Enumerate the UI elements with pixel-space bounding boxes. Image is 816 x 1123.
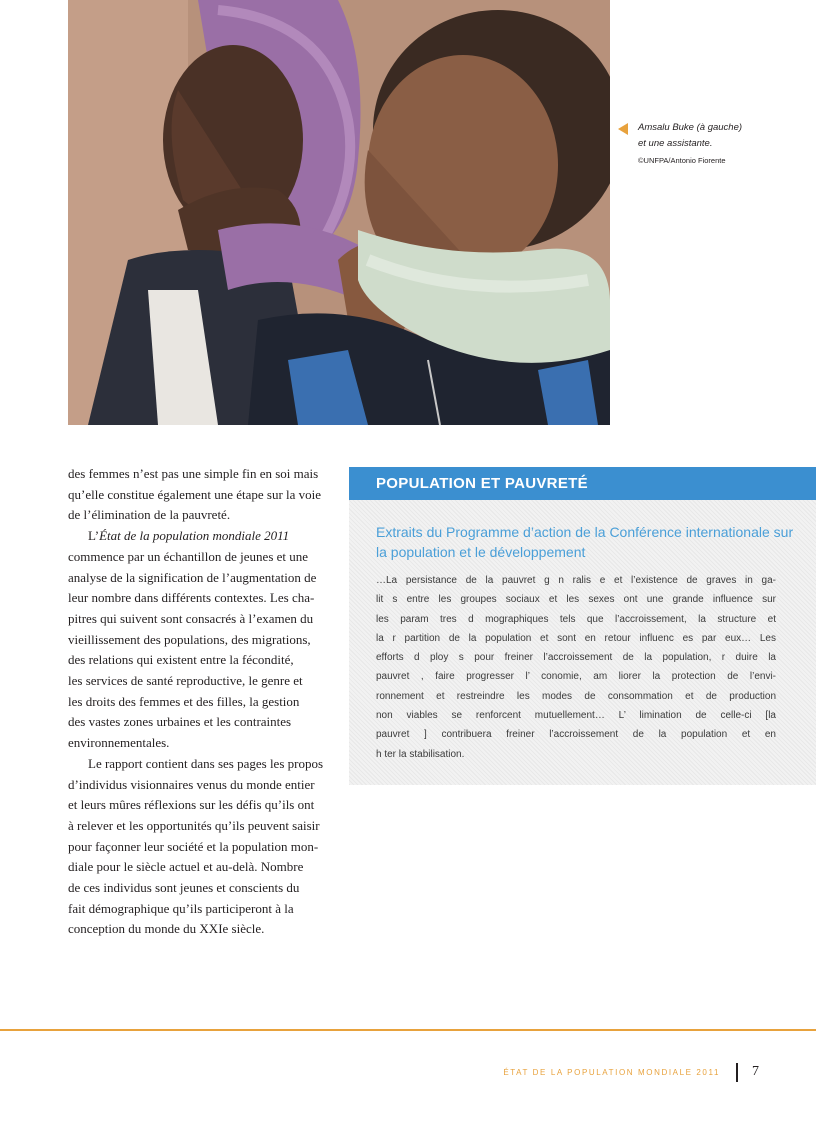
photo-illustration bbox=[68, 0, 610, 425]
sidebar-line: la r partition de la population et sont en retour influenc es par eux… Les bbox=[376, 632, 776, 644]
body-line: les services de santé reproductive, le genre et bbox=[68, 673, 303, 689]
body-line: des vastes zones urbaines et les contraintes bbox=[68, 714, 292, 730]
body-line: diale pour le siècle actuel et au-delà. Nombre bbox=[68, 859, 304, 875]
caption-text: Amsalu Buke (à gauche) et une assistante. bbox=[638, 122, 743, 149]
body-line: vieillissement des populations, des migrations, bbox=[68, 631, 311, 647]
footer-rule bbox=[0, 1029, 816, 1031]
report-title: État de la population mondiale 2011 bbox=[99, 528, 290, 544]
sidebar-line: les param tres d mographiques tels que l’accroissement, la structure et bbox=[376, 613, 776, 625]
sidebar-line: non viables se renforcent mutuellement… L’ limination de celle-ci [la bbox=[376, 710, 776, 722]
body-line: des femmes n’est pas une simple fin en soi mais bbox=[68, 466, 319, 481]
sidebar-line: pauvret , faire progresser l’ conomie, am liorer la protection de l’envi- bbox=[376, 671, 776, 683]
body-line: les droits des femmes et des filles, la gestion bbox=[68, 693, 300, 709]
sidebar-title: POPULATION ET PAUVRETÉ bbox=[349, 467, 816, 500]
sidebar-box bbox=[349, 467, 816, 785]
body-line bbox=[68, 526, 343, 547]
page-number: 7 bbox=[752, 1064, 759, 1079]
body-line: pour façonner leur société et la population mon- bbox=[68, 838, 319, 854]
footer-separator bbox=[736, 1063, 738, 1082]
body-line: Le rapport contient dans ses pages les propos bbox=[88, 755, 324, 771]
body-line: et leurs mûres réflexions sur les défis qu’ils ont bbox=[68, 797, 315, 813]
cover-photo bbox=[68, 0, 610, 425]
body-line: des relations qui existent entre la fécondité, bbox=[68, 652, 294, 668]
sidebar-line: pauvret ] contribuera freiner l’accroissement de la population et en bbox=[376, 729, 776, 741]
body-line: conception du monde du XXIe siècle. bbox=[68, 921, 265, 937]
body-line: leur nombre dans différents contextes. Les cha- bbox=[68, 590, 315, 606]
sidebar-line: efforts d ploy s pour freiner l’accroissement de la population, r duire la bbox=[376, 652, 776, 664]
sidebar-quote bbox=[376, 571, 776, 764]
body-line: environnementales. bbox=[68, 735, 170, 751]
body-line: fait démographique qu’ils participeront à la bbox=[68, 900, 294, 916]
photo-credit: ©UNFPA/Antonio Fiorente bbox=[638, 156, 726, 165]
sidebar-line: h ter la stabilisation. bbox=[376, 748, 465, 760]
body-text-column bbox=[68, 464, 343, 940]
body-line: de ces individus sont jeunes et conscients du bbox=[68, 880, 300, 896]
sidebar-line: lit s entre les groupes sociaux et les sexes ont une grande influence sur bbox=[376, 594, 776, 606]
sidebar-line: …La persistance de la pauvret g n ralis e et l’existence de graves in ga- bbox=[376, 575, 776, 586]
body-line: qu’elle constitue également une étape sur la voie bbox=[68, 486, 322, 502]
body-line: analyse de la signification de l’augmentation de bbox=[68, 569, 317, 585]
caption-arrow-icon bbox=[618, 123, 628, 135]
footer-running-title: ÉTAT DE LA POPULATION MONDIALE 2011 bbox=[503, 1068, 720, 1077]
body-line: d’individus visionnaires venus du monde entier bbox=[68, 776, 315, 792]
photo-caption bbox=[618, 120, 808, 165]
body-line: pitres qui suivent sont consacrés à l’examen du bbox=[68, 610, 314, 626]
body-line: commence par un échantillon de jeunes et une bbox=[68, 548, 309, 564]
sidebar-subtitle: Extraits du Programme d’action de la Conférence internationale sur la population et le développement bbox=[376, 524, 794, 560]
body-line: de l’élimination de la pauvreté. bbox=[68, 507, 231, 523]
body-line: à relever et les opportunités qu’ils peuvent saisir bbox=[68, 817, 320, 833]
body-text-prefix: L’ bbox=[88, 528, 100, 544]
sidebar-line: ronnement et restreindre les modes de consommation et de production bbox=[376, 690, 776, 702]
